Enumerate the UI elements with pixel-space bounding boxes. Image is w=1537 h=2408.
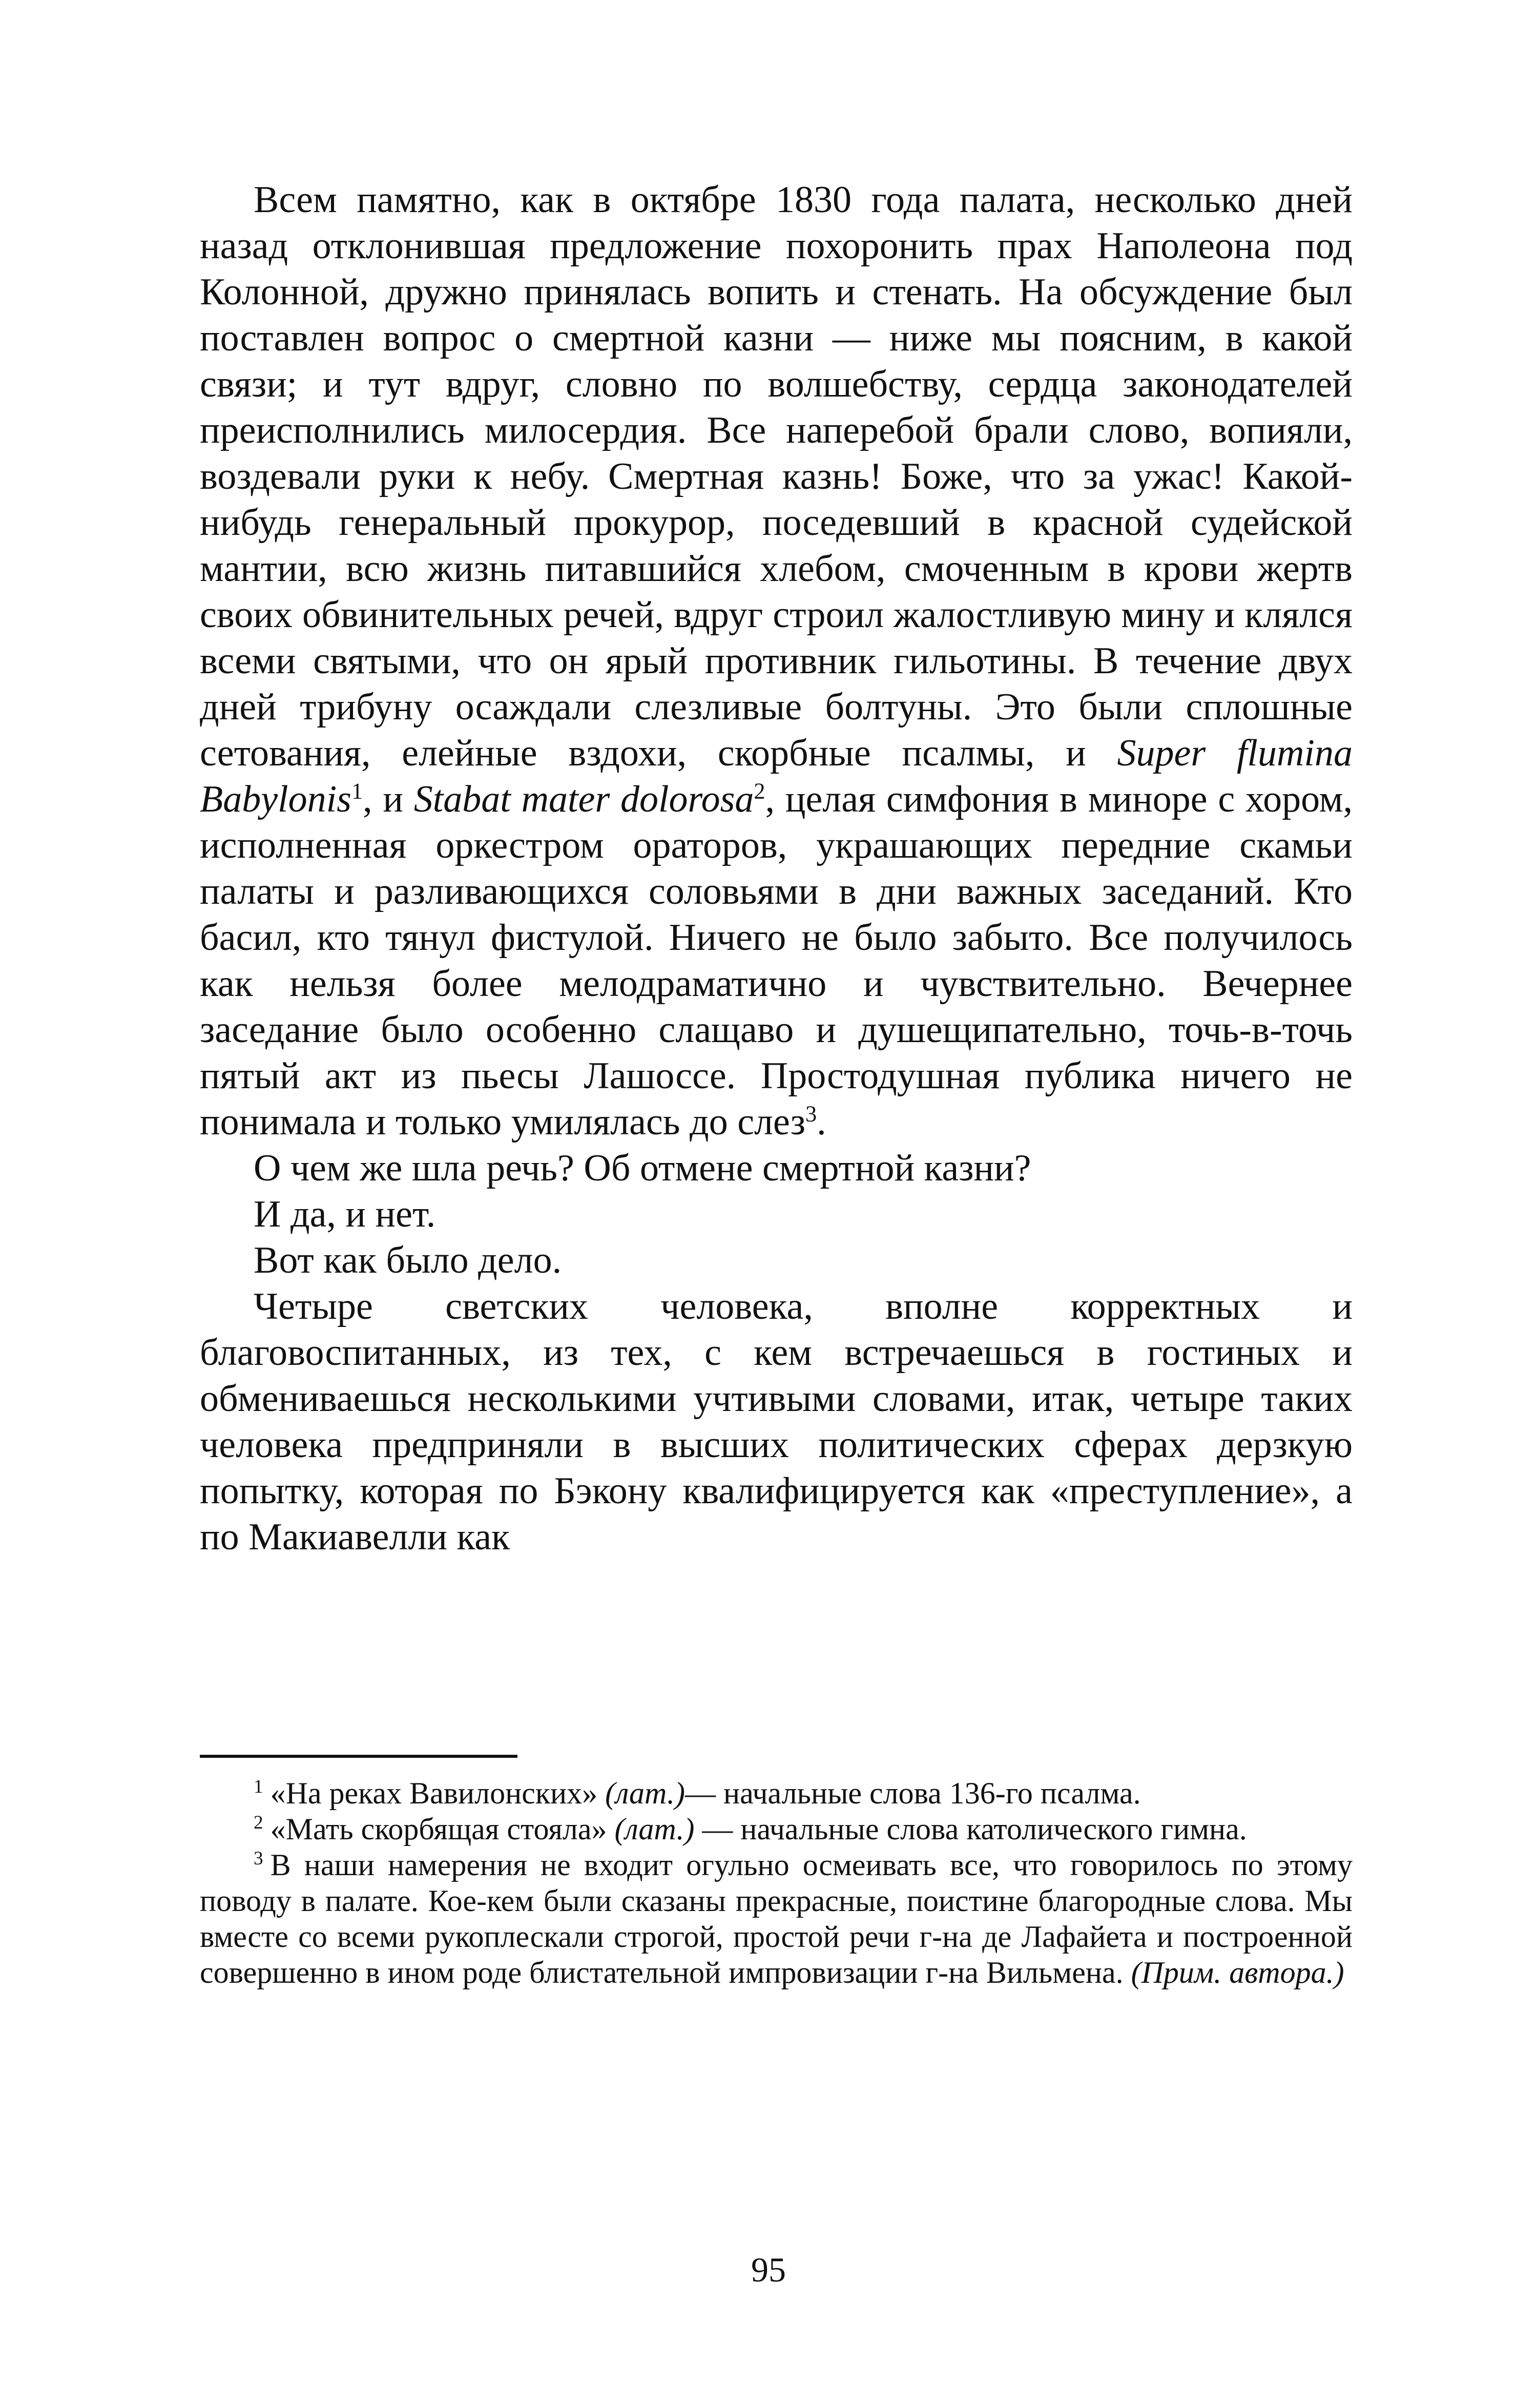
footnote-ref-3: 3 bbox=[805, 1101, 817, 1127]
paragraph-3: И да, и нет. bbox=[254, 1193, 436, 1235]
footnote-number: 3 bbox=[254, 1848, 263, 1869]
paragraph-1-text-b: , и bbox=[363, 778, 414, 820]
paragraph-1 bbox=[200, 177, 1353, 1145]
page-number: 95 bbox=[751, 2250, 786, 2289]
footnote-italic-note: (лат.) bbox=[605, 1776, 686, 1810]
paragraph-1-text-c: , целая симфония в миноре с хором, исполненная оркестром ораторов, украшающих передние скамьи палаты и разливающихся соловьями в дни важных заседаний. Кто басил, кто тянул фистулой. Ничего не было забыто. Все получилось как нельзя более мелодраматично и чувствительно. Вечернее заседание было особенно слащаво и душещипательно, точь-в-точь пятый акт из пьесы Лашоссе. Простодушная публика ничего не понимала и только умилялась до слез bbox=[200, 778, 1353, 1143]
footnote-italic-note: (лат.) bbox=[614, 1812, 695, 1846]
paragraph-1-text-d: . bbox=[817, 1101, 826, 1143]
footnote-ref-1: 1 bbox=[351, 778, 363, 804]
footnote-ref-2: 2 bbox=[754, 778, 765, 804]
footnotes-block bbox=[200, 1775, 1353, 1990]
latin-phrase-super-flumina: Super flumina Babylonis bbox=[200, 732, 1353, 820]
footnote-number: 1 bbox=[254, 1776, 263, 1797]
footnote-text-tail: — начальные слова 136-го псалма. bbox=[685, 1776, 1141, 1810]
footnote-separator-rule bbox=[200, 1755, 517, 1758]
footnote-number: 2 bbox=[254, 1812, 263, 1833]
paragraph-1-text-a: Всем памятно, как в октябре 1830 года палата, несколько дней назад отклонившая предложение похоронить прах Наполеона под Колонной, дружно принялась вопить и стенать. На обсуждение был поставлен вопрос о смертной казни — ниже мы поясним, в какой связи; и тут вдруг, словно по волшебству, сердца законодателей преисполнились милосердия. Все наперебой брали слово, вопияли, воздевали руки к небу. Смертная казнь! Боже, что за ужас! Какой-нибудь генеральный прокурор, поседевший в красной судейской мантии, всю жизнь питавшийся хлебом, смоченным в крови жертв своих обвинительных речей, вдруг строил жалостливую мину и клялся всеми святыми, что он ярый противник гильотины. В течение двух дней трибуну осаждали слезливые болтуны. Это были сплошные сетования, елейные вздохи, скорбные псалмы, и bbox=[200, 179, 1353, 774]
footnote-italic-note: (Прим. автора.) bbox=[1131, 1956, 1344, 1989]
latin-phrase-stabat-mater: Stabat mater dolorosa bbox=[413, 778, 754, 820]
footnote-text-tail: — начальные слова католического гимна. bbox=[694, 1812, 1247, 1846]
footnote-text: «На реках Вавилонских» bbox=[270, 1776, 606, 1810]
footnote-2 bbox=[200, 1811, 1353, 1847]
footnote-1 bbox=[200, 1775, 1353, 1811]
paragraph-4: Вот как было дело. bbox=[254, 1239, 562, 1281]
main-text-block bbox=[200, 177, 1353, 1560]
paragraph-2: О чем же шла речь? Об отмене смертной казни? bbox=[254, 1147, 1031, 1189]
footnote-text: «Мать скорбящая стояла» bbox=[270, 1812, 615, 1846]
footnote-3 bbox=[200, 1847, 1353, 1990]
footnote-text: В наши намерения не входит огульно осмеивать все, что говорилось по этому поводу в палате. Кое-кем были сказаны прекрасные, поистине благородные слова. Мы вместе со всеми рукоплескали строгой, простой речи г-на де Лафайета и построенной совершенно в ином роде блистательной импровизации г-на Вильмена. bbox=[200, 1848, 1353, 1989]
paragraph-5: Четыре светских человека, вполне корректных и благовоспитанных, из тех, с кем встречаешься в гостиных и обмениваешься несколькими учтивыми словами, итак, четыре таких человека предприняли в высших политических сферах дерзкую попытку, которая по Бэкону квалифицируется как «преступление», а по Макиавелли как bbox=[200, 1285, 1353, 1558]
